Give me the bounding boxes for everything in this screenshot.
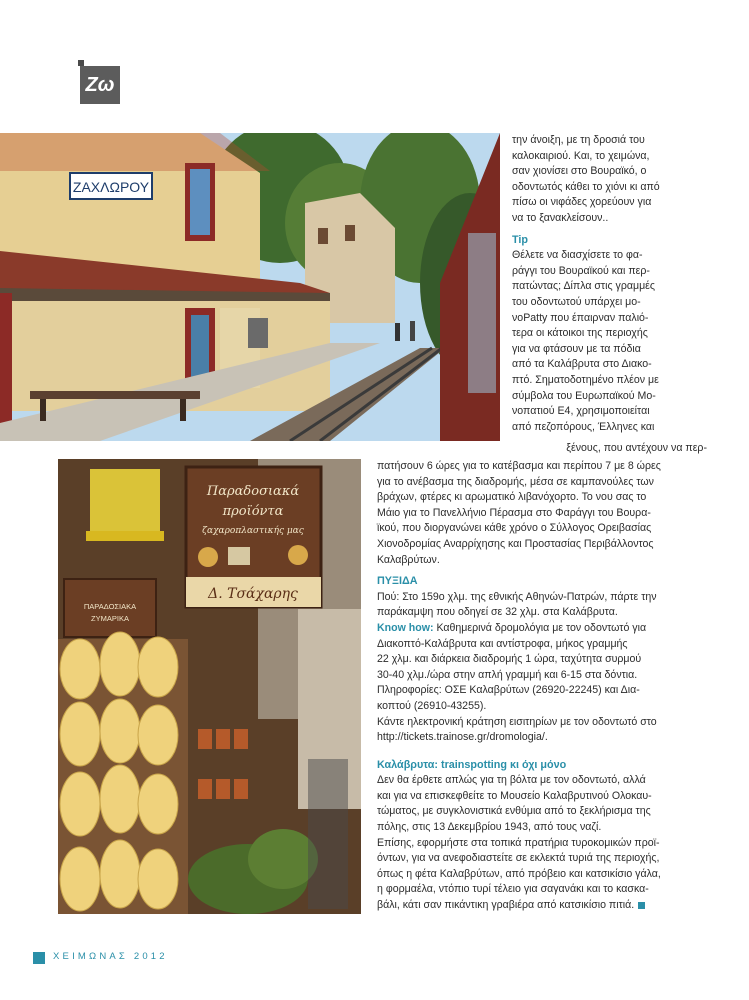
text-line: η φορμαέλα, ντόπιο τυρί τέλειο για σαγανάκι και το κασκα- (377, 883, 649, 896)
text-line: Μάιο για το Πανελλήνιο Πέρασμα στο Φαράγγι του Βουρα- (377, 506, 651, 519)
footer-issue: ΧΕΙΜΩΝΑΣ 2012 (53, 951, 168, 962)
text-line: από πεζοπόρους, Έλληνες και (512, 420, 655, 433)
text-line: ράγγι του Βουραϊκού και περ- (512, 264, 650, 277)
kalavryta-heading: Καλάβρυτα: trainspotting κι όχι μόνο (377, 758, 567, 771)
shop-sign-name: Δ. Τσάχαρης (208, 586, 298, 602)
text-line: Επίσης, εφορμήστε στα τοπικά πρατήρια τυροκομικών προϊ- (377, 836, 660, 849)
footer-square-icon (33, 952, 45, 964)
compass-heading: ΠΥΞΙΔΑ (377, 575, 418, 588)
shop-small-sign-line1: ΠΑΡΑΔΟΣΙΑΚΑ (83, 602, 137, 611)
text-line: καλοκαιριού. Και, το χειμώνα, (512, 149, 650, 162)
text-line: του οδοντωτού υπάρχει μο- (512, 295, 641, 308)
text-line: νοPatty που έπαιρναν παλιό- (512, 311, 649, 324)
text-line: και για να επισκεφθείτε το Μουσείο Καλαβρυτινού Ολοκαυ- (377, 789, 652, 802)
text-line: Διακοπτό-Καλάβρυτα και αντίστροφα, μήκος γραμμής (377, 637, 628, 650)
text-line: Πληροφορίες: ΟΣΕ Καλαβρύτων (26920-22245) και Δια- (377, 684, 640, 697)
text-line: να το ξανακλείσουν.. (512, 211, 609, 224)
text-line: για να φτάσουν με τα πόδια (512, 342, 641, 355)
text-line: πίσω οι νιφάδες χορεύουν για (512, 196, 652, 209)
text-line: πόλης, στις 13 Δεκεμβρίου 1943, από τους ναζί. (377, 821, 602, 834)
text-line: την άνοιξη, με τη δροσιά του (512, 134, 645, 146)
text-line: πατώντας; Δίπλα στις γραμμές (512, 280, 656, 293)
shop-sign-line1: Παραδοσιακά (206, 484, 300, 499)
text-line: από τα Καλάβρυτα στο Διακο- (512, 358, 652, 371)
text-line: ϊκού, που διοργανώνει κάθε χρόνο ο Σύλλογος Ορειβασίας (377, 522, 652, 535)
text-line: 22 χλμ. και διάρκεια διαδρομής 1 ώρα, ταχύτητα συρμού (377, 653, 642, 666)
right-text-column (512, 133, 709, 435)
text-line: πτό. Σηματοδοτημένο πλέον με (512, 373, 659, 386)
shop-small-sign-line2: ΖΥΜΑΡΙΚΑ (91, 614, 129, 623)
know-how-line (377, 621, 709, 637)
text-line: Χιονοδρομίας Αναρρίχησης και Προστασίας Περιβάλλοντος (377, 537, 654, 550)
text-line: Καλαβρύτων. (377, 553, 440, 566)
text-line: Θέλετε να διασχίσετε το φα- (512, 249, 643, 262)
text-line: οδοντωτός κάθει το χιόνι κι από (512, 180, 660, 193)
text-line: βάλι, κάτι σαν πικάντικη γραβιέρα από κατσικίσιο πιτιά. (377, 899, 635, 912)
shop-sign-line3: ζαχαροπλαστικής μας (202, 526, 304, 536)
text-line: τερα οι κάτοικοι της περιοχής (512, 327, 648, 340)
text-line: Πού: Στο 159ο χλμ. της εθνικής Αθηνών-Πατρών, πάρτε την (377, 590, 657, 603)
text-line: όντων, για να ανεφοδιαστείτε σε εκλεκτά τυριά της περιοχής, (377, 852, 660, 865)
know-how-first: Καθημερινά δρομολόγια με τον οδοντωτό για (433, 621, 647, 634)
text-line: σύμβολα του Ευρωπαϊκού Μο- (512, 389, 656, 402)
tip-heading: Tip (512, 233, 528, 246)
text-line: 30-40 χλμ./ώρα στην απλή γραμμή και 6-15 στα δόντια. (377, 668, 638, 681)
section-tag: Ζω (80, 66, 120, 104)
text-line: τώματος, με συγκλονιστικά ενθύμια από το ξεκλήρισμα της (377, 805, 651, 818)
tip-lines (512, 248, 709, 435)
station-sign: ΖΑΧΛΩΡΟΥ (72, 179, 150, 195)
lower-text-column (377, 459, 709, 914)
know-how-label: Know how: (377, 621, 434, 634)
text-line: Δεν θα έρθετε απλώς για τη βόλτα με τον οδοντωτό, αλλά (377, 774, 646, 787)
tip-continued-head (377, 441, 709, 457)
tip-continued (377, 459, 709, 568)
station-photo (0, 133, 500, 441)
last-line (377, 898, 709, 914)
market-photo (58, 459, 361, 914)
text-line: όπως η φέτα Καλαβρύτων, από πρόβειο και κατσικίσιο γάλα, (377, 867, 661, 880)
text-line: για το ανέβασμα της διαδρομής, μέσα σε καμπανούλες των (377, 475, 654, 488)
text-line: παράκαμψη που οδηγεί σε 32 χλμ. στα Καλάβρυτα. (377, 606, 618, 619)
text-line: πατήσουν 6 ώρες για το κατέβασμα και περίπου 7 με 8 ώρες (377, 460, 661, 472)
intro-lines (512, 133, 709, 227)
text-line: Κάντε ηλεκτρονική κράτηση εισιτηρίων με τον οδοντωτό στο (377, 715, 657, 728)
text-line: ξένους, που αντέχουν να περ- (566, 442, 707, 454)
ticket-link[interactable]: http://tickets.trainose.gr/dromologia/. (377, 731, 548, 744)
text-line: κοπτού (26910-43255). (377, 699, 487, 712)
text-line: νοπατιού Ε4, χρησιμοποιείται (512, 405, 650, 418)
text-line: βράχων, φτέρες κι αρωματικό λιβανόχορτο. Το νου σας το (377, 491, 647, 504)
shop-sign-line2: προϊόντα (222, 504, 284, 519)
end-mark-icon (638, 902, 645, 909)
text-line: σαν χιονίσει στο Βουραϊκό, ο (512, 165, 647, 178)
